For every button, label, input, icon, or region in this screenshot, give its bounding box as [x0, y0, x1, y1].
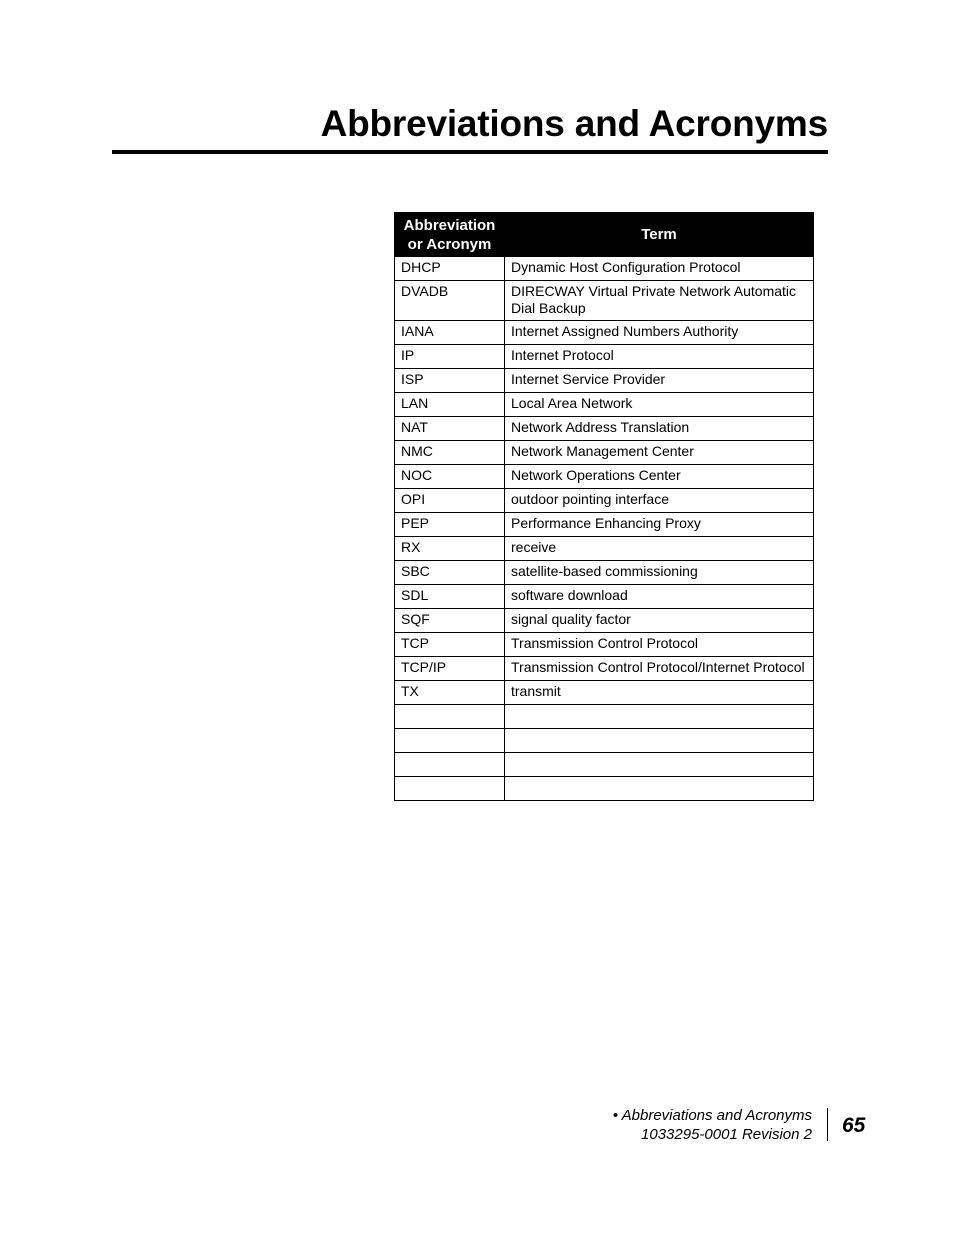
term-cell: outdoor pointing interface	[505, 489, 814, 513]
table-row	[395, 345, 814, 369]
table-row	[395, 417, 814, 441]
abbreviation-cell	[395, 705, 505, 729]
term-cell: receive	[505, 537, 814, 561]
term-cell: Network Operations Center	[505, 465, 814, 489]
term-cell: transmit	[505, 681, 814, 705]
abbreviation-cell: SDL	[395, 585, 505, 609]
footer-divider	[827, 1108, 828, 1141]
table-row	[395, 777, 814, 801]
header-abbreviation	[395, 213, 505, 257]
abbreviation-cell: IP	[395, 345, 505, 369]
term-cell: Dynamic Host Configuration Protocol	[505, 257, 814, 281]
abbreviation-cell	[395, 777, 505, 801]
term-cell: Transmission Control Protocol	[505, 633, 814, 657]
title-underline	[112, 150, 828, 154]
table-row	[395, 257, 814, 281]
header-abbreviation-line2: or Acronym	[407, 235, 492, 253]
table-row	[395, 585, 814, 609]
table-row	[395, 369, 814, 393]
table-row	[395, 753, 814, 777]
footer-doc-number: 1033295-0001 Revision 2	[641, 1126, 812, 1143]
abbreviation-cell: PEP	[395, 513, 505, 537]
page-number: 65	[842, 1114, 866, 1137]
term-cell	[505, 753, 814, 777]
table-row	[395, 513, 814, 537]
term-cell	[505, 705, 814, 729]
abbreviation-cell: TX	[395, 681, 505, 705]
footer-section: • Abbreviations and Acronyms	[612, 1107, 812, 1124]
abbreviation-cell: TCP	[395, 633, 505, 657]
term-cell: DIRECWAY Virtual Private Network Automatic Dial Backup	[505, 281, 814, 321]
table-row	[395, 657, 814, 681]
term-cell: Transmission Control Protocol/Internet Protocol	[505, 657, 814, 681]
abbreviation-cell: OPI	[395, 489, 505, 513]
page-title: Abbreviations and Acronyms	[320, 103, 828, 144]
footer-text	[613, 1106, 812, 1144]
abbreviation-cell	[395, 729, 505, 753]
abbreviation-cell: DHCP	[395, 257, 505, 281]
table-row	[395, 465, 814, 489]
abbreviation-cell: IANA	[395, 321, 505, 345]
table-row	[395, 729, 814, 753]
table-row	[395, 705, 814, 729]
table-row	[395, 609, 814, 633]
abbreviation-cell: NAT	[395, 417, 505, 441]
term-cell	[505, 729, 814, 753]
abbreviation-cell: DVADB	[395, 281, 505, 321]
term-cell: Network Management Center	[505, 441, 814, 465]
header-term: Term	[505, 213, 814, 257]
term-cell: Internet Service Provider	[505, 369, 814, 393]
table-body	[395, 257, 814, 801]
table-header-row	[395, 213, 814, 257]
abbreviation-cell: NMC	[395, 441, 505, 465]
abbreviation-cell	[395, 753, 505, 777]
table-row	[395, 561, 814, 585]
abbreviation-cell: SQF	[395, 609, 505, 633]
table-row	[395, 633, 814, 657]
term-cell: software download	[505, 585, 814, 609]
term-cell: Performance Enhancing Proxy	[505, 513, 814, 537]
table-row	[395, 537, 814, 561]
table-row	[395, 393, 814, 417]
table-row	[395, 281, 814, 321]
table-row	[395, 489, 814, 513]
term-cell: Internet Protocol	[505, 345, 814, 369]
abbreviation-cell: RX	[395, 537, 505, 561]
abbreviation-cell: SBC	[395, 561, 505, 585]
abbreviation-cell: NOC	[395, 465, 505, 489]
abbreviation-cell: TCP/IP	[395, 657, 505, 681]
term-cell: Local Area Network	[505, 393, 814, 417]
abbreviation-cell: LAN	[395, 393, 505, 417]
abbreviation-cell: ISP	[395, 369, 505, 393]
term-cell	[505, 777, 814, 801]
term-cell: signal quality factor	[505, 609, 814, 633]
term-cell: satellite-based commissioning	[505, 561, 814, 585]
table-row	[395, 321, 814, 345]
table-row	[395, 681, 814, 705]
header-abbreviation-line1: Abbreviation	[403, 216, 496, 234]
term-cell: Network Address Translation	[505, 417, 814, 441]
table-row	[395, 441, 814, 465]
abbreviations-table	[394, 212, 814, 801]
term-cell: Internet Assigned Numbers Authority	[505, 321, 814, 345]
